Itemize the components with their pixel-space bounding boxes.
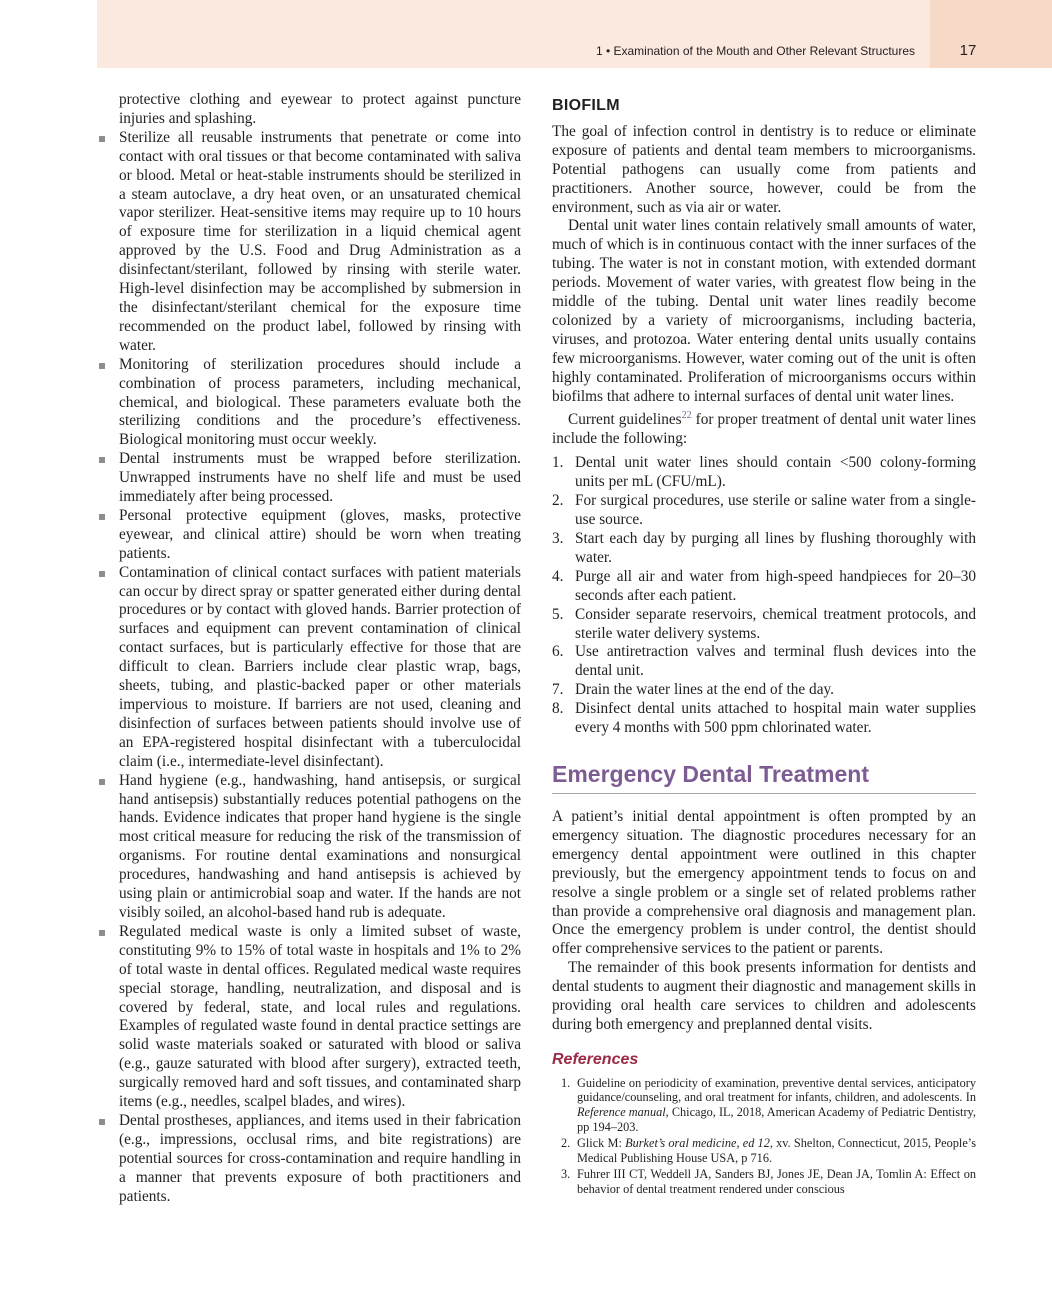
square-bullet-icon xyxy=(99,930,105,936)
list-item: 4. Purge all air and water from high-speed handpieces for 20–30 seconds after each patient. xyxy=(552,567,976,604)
list-item: Dental prostheses, appliances, and items used in their fabrication (e.g., impressions, occlusal rims, and bite registrations) are potential sources for cross-contamination and require handling in a manner that prevents exposure of both practitioners and patients. xyxy=(97,1112,521,1207)
references-list xyxy=(552,1076,976,1197)
page-number: 17 xyxy=(959,42,977,59)
list-item: Dental instruments must be wrapped before sterilization. Unwrapped instruments have no shelf life and must be used immediately after being processed. xyxy=(97,450,521,507)
list-item: 8. Disinfect dental units attached to hospital main water supplies every 4 months with 500 ppm chlorinated water. xyxy=(552,700,976,737)
paragraph: The goal of infection control in dentistry is to reduce or eliminate exposure of patients and dental team members to microorganisms. Potential pathogens can usually come from patients and practitioners. Another source, however, could be from the environment, such as via air or water. xyxy=(552,122,976,216)
infection-control-list xyxy=(97,129,521,1207)
list-item: Monitoring of sterilization procedures should include a combination of process parameters, including mechanical, chemical, and biological. These parameters evaluate both the sterilizing conditions and the procedure’s effectiveness. Biological monitoring must occur weekly. xyxy=(97,356,521,451)
list-item: Regulated medical waste is only a limited subset of waste, constituting 9% to 15% of total waste in hospitals and 1% to 2% of total waste in dental offices. Regulated medical waste requires special storage, handling, neutralization, and disposal and is covered by federal, state, and local rules and regulations. Examples of regulated waste found in dental practice settings are solid waste materials soaked or saturated with blood or saliva (e.g., gauze saturated with blood after surgery), extracted teeth, surgically removed hard and soft tissues, and contaminated sharp items (e.g., needles, scalpel blades, and wires). xyxy=(97,923,521,1112)
section-heading-biofilm: BIOFILM xyxy=(552,97,620,114)
reference-item: 2. Glick M: Burket’s oral medicine, ed 12, xv. Shelton, Connecticut, 2015, People’s Medical Publishing House USA, p 716. xyxy=(561,1136,977,1165)
paragraph: Current guidelines$^{22}$ for proper treatment of dental unit water lines include the following: xyxy=(552,409,976,447)
list-item: Contamination of clinical contact surfaces with patient materials can occur by direct spray or spatter generated either during dental procedures or by contact with gloved hands. Barrier protection of surfaces and equipment can prevent contamination of clinical contact surfaces, but is particularly effective for those that are difficult to clean. Barriers include clear plastic wrap, bags, sheets, tubing, and plastic-backed paper or other materials impervious to moisture. If barriers are not used, cleaning and disinfection of surfaces between patients should involve use of an EPA-registered hospital disinfectant with a tuberculocidal claim (i.e., intermediate-level disinfectant). xyxy=(97,564,521,772)
right-column xyxy=(552,91,976,1199)
list-item: 7. Drain the water lines at the end of the day. xyxy=(552,681,834,699)
square-bullet-icon xyxy=(99,136,105,142)
list-item: 2. For surgical procedures, use sterile or saline water from a single-use source. xyxy=(552,492,976,529)
reference-item: 3. Fuhrer III CT, Weddell JA, Sanders BJ, Jones JE, Dean JA, Tomlin A: Effect on behavior of dental treatment rendered under conscious xyxy=(561,1167,976,1196)
list-item: 1. Dental unit water lines should contain <500 colony-forming units per mL (CFU/mL). xyxy=(552,454,976,491)
square-bullet-icon xyxy=(99,1119,105,1125)
square-bullet-icon xyxy=(99,457,105,463)
page-number-tab xyxy=(930,0,1052,68)
square-bullet-icon xyxy=(99,363,105,369)
paragraph: The remainder of this book presents information for dentists and dental students to augment their diagnostic and management skills in providing oral health care services to children and adolescents during both emergency and preplanned dental visits. xyxy=(552,959,976,1033)
continuation-text: protective clothing and eyewear to protect against puncture injuries and splashing. xyxy=(119,91,521,127)
running-head: 1 • Examination of the Mouth and Other Relevant Structures xyxy=(595,44,915,58)
paragraph: Dental unit water lines contain relatively small amounts of water, much of which is in continuous contact with the inner surfaces of the tubing. The water is not in constant motion, with extended dormant periods. Movement of water varies, with greatest flow being in the middle of the tubing. Dental unit water lines readily become colonized by a variety of microorganisms, including bacteria, viruses, and protozoa. Water entering dental units usually contains few microorganisms. However, water coming out of the unit is often highly contaminated. Proliferation of microorganisms occurs within biofilms that adhere to internal surfaces of dental unit water lines. xyxy=(552,217,976,405)
list-item: 3. Start each day by purging all lines by flushing thoroughly with water. xyxy=(552,530,976,566)
list-item: Personal protective equipment (gloves, masks, protective eyewear, and clinical attire) should be worn when treating patients. xyxy=(97,507,521,564)
citation-link[interactable]: 22 xyxy=(681,409,692,421)
water-line-guidelines-list xyxy=(552,454,976,738)
square-bullet-icon xyxy=(99,514,105,520)
list-item: Hand hygiene (e.g., handwashing, hand antisepsis, or surgical hand antisepsis) substantially reduces potential pathogens on the hands. Evidence indicates that proper hand hygiene is the single most critical measure for reducing the risk of the transmission of organisms. For routine dental examinations and nonsurgical procedures, handwashing and hand antisepsis is achieved by using plain or antimicrobial soap and water. If the hands are not visibly soiled, an alcohol-based hand rub is adequate. xyxy=(97,772,521,923)
reference-item: 1. Guideline on periodicity of examination, preventive dental services, anticipatory guidance/counseling, and oral treatment for infants, children, and adolescents. In Reference manual, Chicago, IL, 2018, American Academy of Pediatric Dentistry, pp 194–203. xyxy=(561,1075,976,1134)
list-item: 5. Consider separate reservoirs, chemical treatment protocols, and sterile water delivery systems. xyxy=(552,605,976,642)
left-column xyxy=(97,91,521,1206)
paragraph: A patient’s initial dental appointment is often prompted by an emergency situation. The diagnostic procedures necessary for an emergency dental appointment were outlined in this chapter previously, but the emergency appointment tends to focus on and resolve a single problem or a single set of related problems rather than provide a comprehensive oral diagnosis and management plan. Once the emergency problem is under control, the dentist should offer comprehensive services to the patient or parents. xyxy=(552,808,976,958)
section-heading-emergency: Emergency Dental Treatment xyxy=(552,760,976,794)
square-bullet-icon xyxy=(99,779,105,785)
list-item: 6. Use antiretraction valves and terminal flush devices into the dental unit. xyxy=(552,643,976,680)
square-bullet-icon xyxy=(99,571,105,577)
list-item: Sterilize all reusable instruments that penetrate or come into contact with oral tissues or that become contaminated with saliva or blood. Metal or heat-stable instruments should be sterilized in a steam autoclave, a dry heat oven, or an unsaturated chemical vapor sterilizer. Heat-sensitive items may require up to 10 hours of exposure time for sterilization in a liquid chemical agent approved by the U.S. Food and Drug Administration as a disinfectant/sterilant, followed by rinsing with sterile water. High-level disinfection may be accomplished by submersion in the disinfectant/sterilant chemical for the exposure time recommended on the product label, followed by rinsing with water. xyxy=(97,129,521,356)
references-heading: References xyxy=(552,1050,639,1068)
